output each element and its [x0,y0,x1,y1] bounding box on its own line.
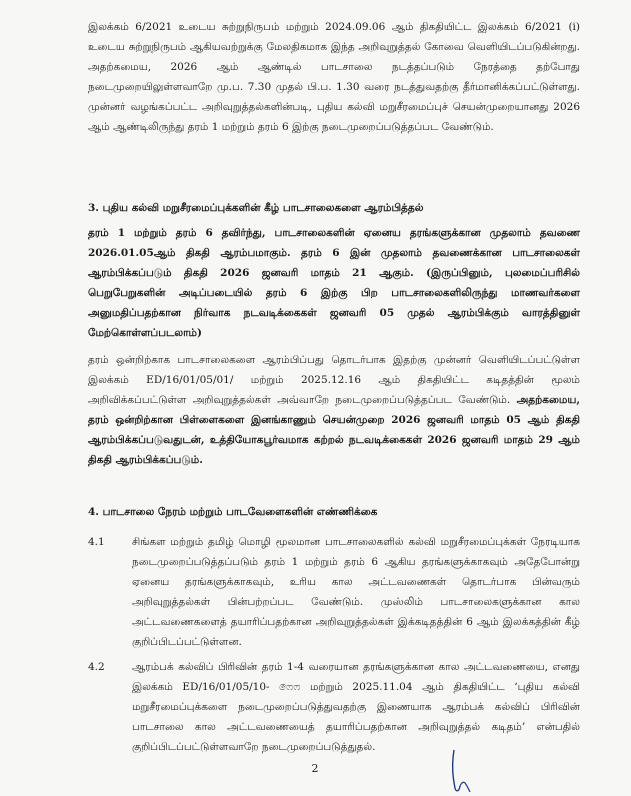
signature-mark [440,748,480,796]
item-number: 4.1 [88,536,105,548]
section-3-paragraph-2-normal: தரம் ஒன்றிற்காக பாடசாலைகளை ஆரம்பிப்பது தொடர்பாக இதற்கு முன்னர் வெளியிடப்பட்டுள்ள இலக்கம் ED/16/01/05/01/ மற்றும் 2025.12.16 ஆம் திகதியிட்ட கடிதத்தின் மூலம் அறிவிக்கப்பட்டுள்ள அறிவுறுத்தல்கள் அவ்வாறே நடைமுறைப்படுத்தப்பட வேண்டும். [88,354,580,406]
section-3-heading: 3. புதிய கல்வி மறுசீரமைப்புக்களின் கீழ் பாடசாலைகளை ஆரம்பித்தல் [88,202,424,214]
item-text: சிங்கள மற்றும் தமிழ் மொழி மூலமான பாடசாலைகளில் கல்வி மறுசீரமைப்புக்கள் நேரடியாக நடைமுறைப்படுத்தப்படும் தரம் 1 மற்றும் தரம் 6 ஆகிய தரங்களுக்காகவும் அதேபோன்று ஏனைய தரங்களுக்காகவும், உரிய கால அட்டவணைகள் தொடர்பாக பின்வரும் அறிவுறுத்தல்கள் பின்பற்றப்பட வேண்டும். முஸ்லிம் பாடசாலைகளுக்கான கால அட்டவணைகளைத் தயாரிப்பதற்கான அறிவுறுத்தல்கள் இக்கடிதத்தின் 6 ஆம் இலக்கத்தின் கீழ் குறிப்பிடப்பட்டுள்ளன. [132,536,580,648]
item-number: 4.2 [88,661,105,673]
section-3-paragraph-2-bold: அதற்கமைய, தரம் ஒன்றிற்கான பிள்ளைகளை இனங்காணும் செயன்முறை 2026 ஜனவரி மாதம் 05 ஆம் திகதி ஆரம்பிக்கப்படுவதுடன், உத்தியோகபூர்வமாக கற்றல் நடவடிக்கைகள் 2026 ஜனவரி மாதம் 29 ஆம் திகதி ஆரம்பிக்கப்படும். [88,394,580,466]
section-3-paragraph-2 [88,350,580,470]
page-number: 2 [311,762,319,775]
section-3-bold-paragraph: தரம் 1 மற்றும் தரம் 6 தவிர்ந்து, பாடசாலைகளின் ஏனைய தரங்களுக்கான முதலாம் தவணை 2026.01.05ஆம் திகதி ஆரம்பமாகும். தரம் 6 இன் முதலாம் தவணைக்கான பாடசாலைகள் ஆரம்பிக்கப்படும் திகதி 2026 ஜனவரி மாதம் 21 ஆகும். (இருப்பினும், புலமைப்பரிசில் பெறுபேறுகளின் அடிப்படையில் தரம் 6 இற்கு பிற பாடசாலைகளிலிருந்து மாணவர்களை அனுமதிப்பதற்கான நிர்வாக நடவடிக்கைகள் ஜனவரி 05 முதல் ஆரம்பிக்கும் வாரத்தினுள் மேற்கொள்ளப்படலாம்) [88,227,580,339]
item-text: ஆரம்பக் கல்விப் பிரிவின் தரம் 1-4 வரையான தரங்களுக்கான கால அட்டவணையை, எனது இலக்கம் ED/16/01/05/10- ෆෙෆ மற்றும் 2025.11.04 ஆம் திகதியிட்ட ‘புதிய கல்வி மறுசீரமைப்புக்களை நடைமுறைப்படுத்துவதற்கு இணையாக ஆரம்பக் கல்விப் பிரிவின் பாடசாலை கால அட்டவணையைத் தயாரிப்பதற்கான அறிவுறுத்தல் கடிதம்’ என்பதில் குறிப்பிடப்பட்டுள்ளவாறே நடைமுறைப்படுத்துதல். [132,661,580,753]
section-4-heading: 4. பாடசாலை நேரம் மற்றும் பாடவேளைகளின் எண்ணிக்கை [88,506,378,518]
intro-paragraph: இலக்கம் 6/2021 உடைய சுற்றுநிருபம் மற்றும் 2024.09.06 ஆம் திகதியிட்ட இலக்கம் 6/2021 (i) உடைய சுற்றுநிருபம் ஆகியவற்றுக்கு மேலதிகமாக இந்த அறிவுறுத்தல் கோவை வெளியிடப்படுகின்றது. அதற்கமைய, 2026 ஆம் ஆண்டில் பாடசாலை நடத்தப்படும் நேரத்தை தற்போது நடைமுறையிலுள்ளவாறே மு.ப. 7.30 முதல் பி.ப. 1.30 வரை நடத்துவதற்கு தீர்மானிக்கப்பட்டுள்ளது. முன்னர் வழங்கப்பட்ட அறிவுறுத்தல்களின்படி, புதிய கல்வி மறுசீரமைப்புச் செயன்முறையானது 2026 ஆம் ஆண்டிலிருந்து தரம் 1 மற்றும் தரம் 6 இற்கு நடைமுறைப்படுத்தப்பட வேண்டும். [88,21,580,133]
